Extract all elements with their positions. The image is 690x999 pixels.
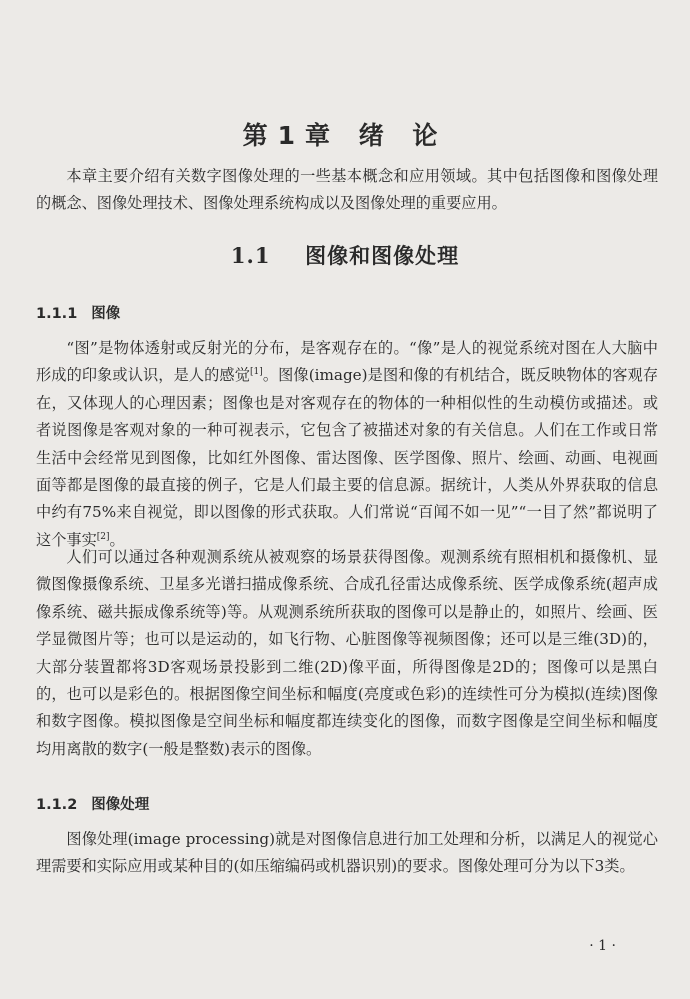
subsection-heading-2 [36,793,149,814]
page-number: · 1 · [589,938,616,954]
paragraph-observation-systems: 人们可以通过各种观测系统从被观察的场景获得图像。观测系统有照相机和摄像机、显微图像摄像系统、卫星多光谱扫描成像系统、合成孔径雷达成像系统、医学成像系统(超声成像系统、磁共振成像系统等)等。从观测系统所获取的图像可以是静止的，如照片、绘画、医学显微图片等；也可以是运动的，如飞行物、心脏图像等视频图像；还可以是三维(3D)的，大部分装置都将3D客观场景投影到二维(2D)像平面，所得图像是2D的；图像可以是黑白的，也可以是彩色的。根据图像空间坐标和幅度(亮度或色彩)的连续性可分为模拟(连续)图像和数字图像。模拟图像是空间坐标和幅度都连续变化的图像，而数字图像是空间坐标和幅度均用离散的数字(一般是整数)表示的图像。 [36,548,658,758]
subsection-number-2: 1.1.2 [36,797,78,813]
section-title-text: 图像和图像处理 [305,243,460,268]
paragraph-image-processing: 图像处理(image processing)就是对图像信息进行加工处理和分析，以满足人的视觉心理需要和实际应用或某种目的(如压缩编码或机器识别)的要求。图像处理可分为以下3类。 [36,830,658,876]
paragraph-text: 。图像(image)是图和像的有机结合，既反映物体的客观存在，又体现人的心理因素；图像也是对客观存在的物体的一种相似性的生动模仿或描述。或者说图像是客观对象的一种可视表示，它包含了被描述对象的有关信息。人们在工作或日常生活中会经常见到图像，比如红外图像、雷达图像、医学图像、照片、绘画、动画、电视画面等都是图像的最直接的例子，它是人们最主要的信息源。据统计，人类从外界获取的信息中约有75%来自视觉，即以图像的形式获取。人们常说“百闻不如一见”“一目了然”都说明了这个事实 [36,366,659,549]
subsection-title-1: 图像 [91,306,121,322]
subsection-title-2: 图像处理 [91,797,150,813]
paragraph-text: 。 [109,530,125,549]
citation-ref: [1] [250,367,263,378]
chapter-intro: 本章主要介绍有关数字图像处理的一些基本概念和应用领域。其中包括图像和图像处理的概念、图像处理技术、图像处理系统构成以及图像处理的重要应用。 [36,167,658,212]
citation-ref: [2] [96,531,110,542]
paragraph-image-definition [36,335,658,554]
section-number: 1.1 [230,243,271,268]
subsection-number-1: 1.1.1 [36,306,78,322]
section-title [0,240,690,270]
subsection-heading-1 [36,302,120,323]
chapter-title: 第1章 绪 论 [242,121,448,150]
paragraph-text: “图”是物体透射或反射光的分布，是客观存在的。“像”是人的视觉系统对图在人大脑中形成的印象或认识，是人的感觉 [36,339,658,385]
